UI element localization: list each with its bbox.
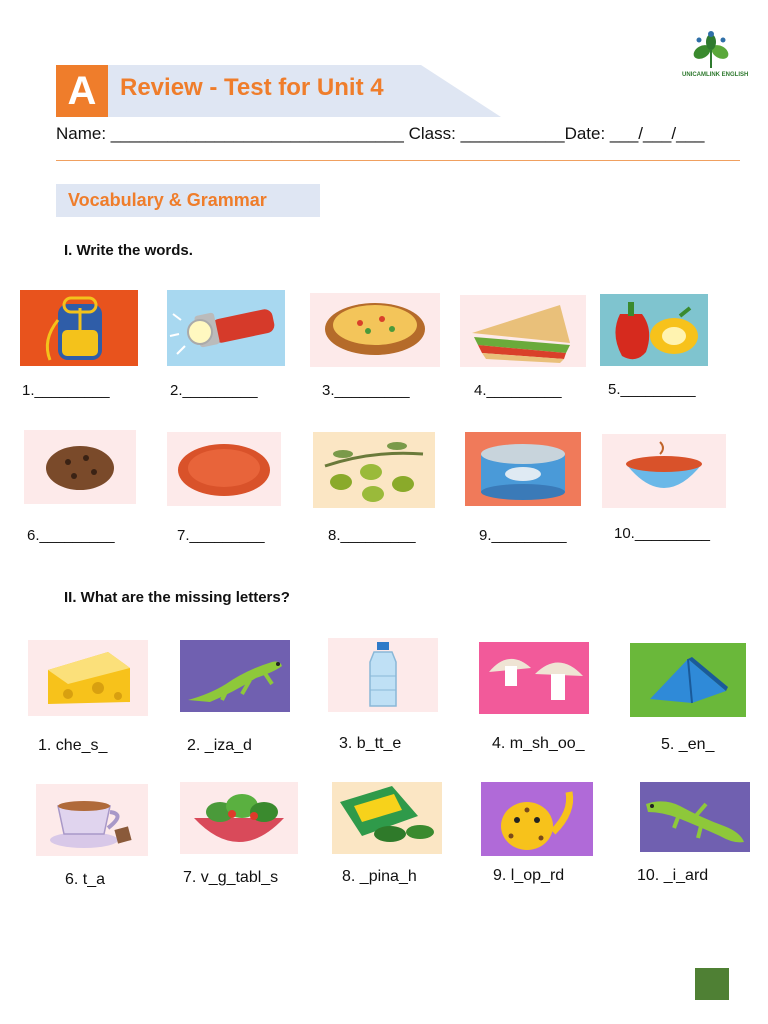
page-title: Review - Test for Unit 4 xyxy=(120,74,384,101)
missing-letters-item: 1. che_s_ xyxy=(38,737,108,754)
lizard-icon xyxy=(640,782,750,852)
lizard-icon xyxy=(180,640,290,712)
flashlight-icon xyxy=(167,290,285,366)
instruction-part-1: I. Write the words. xyxy=(64,242,193,259)
plate-icon xyxy=(167,432,281,506)
word-answer-blank: 6._________ xyxy=(27,527,115,544)
word-answer-blank: 4._________ xyxy=(474,382,562,399)
soup-bowl-icon xyxy=(602,434,726,508)
tea-cup-icon xyxy=(36,784,148,856)
word-answer-blank: 8._________ xyxy=(328,527,416,544)
leopard-icon xyxy=(481,782,593,856)
pepper-icon xyxy=(600,294,708,366)
missing-letters-item: 6. t_a xyxy=(65,871,106,888)
mushroom-icon xyxy=(479,642,589,714)
spinach-icon xyxy=(332,782,442,854)
cookie-icon xyxy=(24,430,136,504)
cheese-icon xyxy=(28,640,148,716)
word-answer-blank: 2._________ xyxy=(170,382,258,399)
word-answer-blank: 7._________ xyxy=(177,527,265,544)
header-divider xyxy=(56,160,740,161)
backpack-icon xyxy=(20,290,138,366)
salad-bowl-icon xyxy=(180,782,298,854)
pasta-bowl-icon xyxy=(310,293,440,367)
word-answer-blank: 1._________ xyxy=(22,382,110,399)
sandwich-icon xyxy=(460,295,586,367)
instruction-part-2: II. What are the missing letters? xyxy=(64,589,290,606)
student-info-line: Name: _______________________________ Class: ___________Date: ___/___/___ xyxy=(56,124,705,143)
missing-letters-item: 8. _pina_h xyxy=(342,868,417,885)
missing-letters-item: 7. v_g_tabl_s xyxy=(183,869,279,886)
bottle-icon xyxy=(328,638,438,712)
missing-letters-item: 5. _en_ xyxy=(661,736,715,753)
missing-letters-item: 10. _i_ard xyxy=(637,867,709,884)
tent-icon xyxy=(630,643,746,717)
tin-can-icon xyxy=(465,432,581,506)
unit-letter-badge: A xyxy=(56,65,108,117)
word-answer-blank: 9._________ xyxy=(479,527,567,544)
olives-icon xyxy=(313,432,435,508)
missing-letters-item: 4. m_sh_oo_ xyxy=(492,735,585,752)
logo-text: UNICAMLINK ENGLISH xyxy=(682,72,749,78)
word-answer-blank: 3._________ xyxy=(322,382,410,399)
page-corner-mark xyxy=(695,968,729,1000)
word-answer-blank: 5._________ xyxy=(608,381,696,398)
missing-letters-item: 3. b_tt_e xyxy=(339,735,402,752)
section-title: Vocabulary & Grammar xyxy=(68,190,267,210)
missing-letters-item: 9. l_op_rd xyxy=(493,867,565,884)
missing-letters-item: 2. _iza_d xyxy=(187,737,252,754)
word-answer-blank: 10._________ xyxy=(614,525,710,542)
